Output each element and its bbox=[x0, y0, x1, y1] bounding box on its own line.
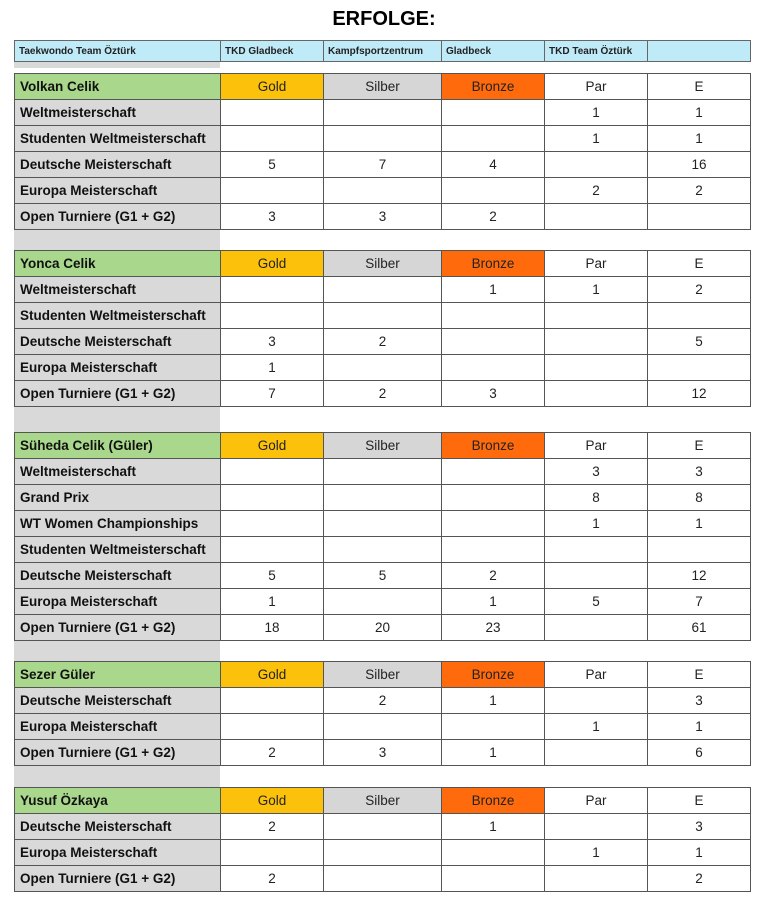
competition-label: Studenten Weltmeisterschaft bbox=[15, 537, 221, 563]
e-header: E bbox=[648, 788, 751, 814]
result-row bbox=[15, 840, 751, 866]
par-count: 5 bbox=[545, 589, 648, 615]
silver-count: 2 bbox=[324, 381, 442, 407]
gold-count: 2 bbox=[221, 740, 324, 766]
e-count: 61 bbox=[648, 615, 751, 641]
competition-label: Europa Meisterschaft bbox=[15, 714, 221, 740]
e-count: 7 bbox=[648, 589, 751, 615]
par-header: Par bbox=[545, 662, 648, 688]
par-count bbox=[545, 814, 648, 840]
athlete-table bbox=[14, 787, 751, 892]
gold-count bbox=[221, 459, 324, 485]
e-count: 12 bbox=[648, 381, 751, 407]
silver-header: Silber bbox=[324, 788, 442, 814]
spacer-strip bbox=[14, 766, 220, 787]
bronze-header: Bronze bbox=[442, 662, 545, 688]
spacer-strip bbox=[14, 230, 220, 250]
result-row bbox=[15, 381, 751, 407]
competition-label: Weltmeisterschaft bbox=[15, 459, 221, 485]
silver-count bbox=[324, 840, 442, 866]
result-row bbox=[15, 355, 751, 381]
header-cell-gladbeck: Gladbeck bbox=[442, 41, 545, 62]
par-count: 3 bbox=[545, 459, 648, 485]
competition-label: Open Turniere (G1 + G2) bbox=[15, 381, 221, 407]
silver-count bbox=[324, 511, 442, 537]
result-row bbox=[15, 589, 751, 615]
par-count: 1 bbox=[545, 277, 648, 303]
gold-header: Gold bbox=[221, 662, 324, 688]
e-count: 8 bbox=[648, 485, 751, 511]
bronze-count: 1 bbox=[442, 589, 545, 615]
bronze-header: Bronze bbox=[442, 788, 545, 814]
silver-count: 3 bbox=[324, 740, 442, 766]
header-cell-kampfsportzentrum: Kampfsportzentrum bbox=[324, 41, 442, 62]
gold-count bbox=[221, 126, 324, 152]
gold-count: 5 bbox=[221, 152, 324, 178]
gold-count: 2 bbox=[221, 814, 324, 840]
bronze-count bbox=[442, 303, 545, 329]
result-row bbox=[15, 740, 751, 766]
competition-label: Deutsche Meisterschaft bbox=[15, 814, 221, 840]
silver-count bbox=[324, 178, 442, 204]
par-count bbox=[545, 355, 648, 381]
result-row bbox=[15, 126, 751, 152]
bronze-count: 1 bbox=[442, 740, 545, 766]
bronze-count bbox=[442, 840, 545, 866]
bronze-count bbox=[442, 485, 545, 511]
athlete-name: Süheda Celik (Güler) bbox=[15, 433, 221, 459]
silver-count bbox=[324, 459, 442, 485]
result-row bbox=[15, 459, 751, 485]
par-count: 1 bbox=[545, 714, 648, 740]
par-count bbox=[545, 563, 648, 589]
bronze-count: 4 bbox=[442, 152, 545, 178]
header-cell-tkd-team-ozturk: TKD Team Öztürk bbox=[545, 41, 648, 62]
silver-count: 7 bbox=[324, 152, 442, 178]
e-count: 2 bbox=[648, 277, 751, 303]
athlete-table bbox=[14, 73, 751, 230]
gold-count bbox=[221, 303, 324, 329]
header-row bbox=[15, 41, 751, 62]
silver-header: Silber bbox=[324, 74, 442, 100]
par-count: 1 bbox=[545, 100, 648, 126]
silver-count bbox=[324, 303, 442, 329]
result-row bbox=[15, 615, 751, 641]
competition-label: Open Turniere (G1 + G2) bbox=[15, 615, 221, 641]
competition-label: Deutsche Meisterschaft bbox=[15, 688, 221, 714]
athlete-name: Yonca Celik bbox=[15, 251, 221, 277]
athlete-table bbox=[14, 661, 751, 766]
par-count bbox=[545, 303, 648, 329]
gold-count: 1 bbox=[221, 589, 324, 615]
e-count: 1 bbox=[648, 840, 751, 866]
gold-count bbox=[221, 511, 324, 537]
competition-label: Deutsche Meisterschaft bbox=[15, 563, 221, 589]
bronze-header: Bronze bbox=[442, 433, 545, 459]
e-count: 3 bbox=[648, 688, 751, 714]
gold-header: Gold bbox=[221, 251, 324, 277]
competition-label: Europa Meisterschaft bbox=[15, 178, 221, 204]
e-count: 2 bbox=[648, 178, 751, 204]
silver-count: 2 bbox=[324, 329, 442, 355]
gold-count bbox=[221, 277, 324, 303]
athlete-table bbox=[14, 432, 751, 641]
par-count bbox=[545, 329, 648, 355]
spacer-strip bbox=[14, 641, 220, 661]
gold-count: 2 bbox=[221, 866, 324, 892]
bronze-count: 1 bbox=[442, 814, 545, 840]
competition-label: Open Turniere (G1 + G2) bbox=[15, 866, 221, 892]
par-header: Par bbox=[545, 74, 648, 100]
bronze-count bbox=[442, 511, 545, 537]
bronze-count: 1 bbox=[442, 688, 545, 714]
bronze-count bbox=[442, 126, 545, 152]
result-row bbox=[15, 511, 751, 537]
e-header: E bbox=[648, 74, 751, 100]
par-header: Par bbox=[545, 433, 648, 459]
gold-count bbox=[221, 178, 324, 204]
result-row bbox=[15, 688, 751, 714]
athlete-name: Yusuf Özkaya bbox=[15, 788, 221, 814]
e-count bbox=[648, 355, 751, 381]
e-header: E bbox=[648, 662, 751, 688]
e-count: 1 bbox=[648, 126, 751, 152]
competition-label: Deutsche Meisterschaft bbox=[15, 152, 221, 178]
silver-count bbox=[324, 126, 442, 152]
silver-count bbox=[324, 537, 442, 563]
result-row bbox=[15, 152, 751, 178]
par-count bbox=[545, 615, 648, 641]
e-header: E bbox=[648, 251, 751, 277]
silver-count bbox=[324, 866, 442, 892]
silver-count: 3 bbox=[324, 204, 442, 230]
bronze-count bbox=[442, 866, 545, 892]
silver-count: 20 bbox=[324, 615, 442, 641]
bronze-count: 23 bbox=[442, 615, 545, 641]
silver-header: Silber bbox=[324, 251, 442, 277]
silver-header: Silber bbox=[324, 433, 442, 459]
gold-count: 18 bbox=[221, 615, 324, 641]
competition-label: Europa Meisterschaft bbox=[15, 589, 221, 615]
e-count: 2 bbox=[648, 866, 751, 892]
bronze-header: Bronze bbox=[442, 251, 545, 277]
result-row bbox=[15, 329, 751, 355]
result-row bbox=[15, 277, 751, 303]
gold-count: 3 bbox=[221, 329, 324, 355]
e-count: 6 bbox=[648, 740, 751, 766]
bronze-header: Bronze bbox=[442, 74, 545, 100]
e-count bbox=[648, 303, 751, 329]
competition-label: Deutsche Meisterschaft bbox=[15, 329, 221, 355]
bronze-count: 2 bbox=[442, 204, 545, 230]
result-row bbox=[15, 303, 751, 329]
competition-label: WT Women Championships bbox=[15, 511, 221, 537]
gold-count bbox=[221, 714, 324, 740]
par-count: 1 bbox=[545, 840, 648, 866]
athlete-name-row bbox=[15, 433, 751, 459]
par-count bbox=[545, 866, 648, 892]
bronze-count: 2 bbox=[442, 563, 545, 589]
spacer-strip bbox=[14, 62, 220, 68]
silver-count bbox=[324, 814, 442, 840]
bronze-count bbox=[442, 178, 545, 204]
e-count: 1 bbox=[648, 714, 751, 740]
result-row bbox=[15, 204, 751, 230]
e-header: E bbox=[648, 433, 751, 459]
e-count bbox=[648, 204, 751, 230]
page-title: ERFOLGE: bbox=[332, 8, 436, 30]
e-count: 3 bbox=[648, 814, 751, 840]
spacer-strip bbox=[14, 407, 220, 432]
athlete-name: Sezer Güler bbox=[15, 662, 221, 688]
e-count: 1 bbox=[648, 511, 751, 537]
bronze-count: 3 bbox=[442, 381, 545, 407]
silver-count bbox=[324, 277, 442, 303]
athlete-table bbox=[14, 250, 751, 407]
gold-count: 3 bbox=[221, 204, 324, 230]
gold-header: Gold bbox=[221, 433, 324, 459]
silver-count bbox=[324, 714, 442, 740]
e-count: 5 bbox=[648, 329, 751, 355]
bronze-count bbox=[442, 355, 545, 381]
gold-count: 7 bbox=[221, 381, 324, 407]
gold-count bbox=[221, 688, 324, 714]
par-count: 1 bbox=[545, 126, 648, 152]
header-cell-empty bbox=[648, 41, 751, 62]
silver-header: Silber bbox=[324, 662, 442, 688]
result-row bbox=[15, 563, 751, 589]
result-row bbox=[15, 714, 751, 740]
result-row bbox=[15, 814, 751, 840]
competition-label: Weltmeisterschaft bbox=[15, 100, 221, 126]
bronze-count bbox=[442, 329, 545, 355]
gold-count bbox=[221, 537, 324, 563]
silver-count bbox=[324, 485, 442, 511]
result-row bbox=[15, 178, 751, 204]
gold-count: 1 bbox=[221, 355, 324, 381]
silver-count: 2 bbox=[324, 688, 442, 714]
competition-label: Grand Prix bbox=[15, 485, 221, 511]
e-count bbox=[648, 537, 751, 563]
gold-count bbox=[221, 840, 324, 866]
competition-label: Studenten Weltmeisterschaft bbox=[15, 126, 221, 152]
bronze-count bbox=[442, 537, 545, 563]
bronze-count bbox=[442, 714, 545, 740]
par-count bbox=[545, 688, 648, 714]
e-count: 16 bbox=[648, 152, 751, 178]
par-count bbox=[545, 204, 648, 230]
gold-header: Gold bbox=[221, 788, 324, 814]
result-row bbox=[15, 485, 751, 511]
par-count bbox=[545, 381, 648, 407]
gold-count bbox=[221, 485, 324, 511]
par-count: 8 bbox=[545, 485, 648, 511]
par-count: 2 bbox=[545, 178, 648, 204]
header-table bbox=[14, 40, 751, 62]
athlete-name-row bbox=[15, 788, 751, 814]
par-count bbox=[545, 740, 648, 766]
header-cell-team: Taekwondo Team Öztürk bbox=[15, 41, 221, 62]
competition-label: Europa Meisterschaft bbox=[15, 355, 221, 381]
bronze-count bbox=[442, 459, 545, 485]
athlete-name-row bbox=[15, 662, 751, 688]
result-row bbox=[15, 100, 751, 126]
e-count: 3 bbox=[648, 459, 751, 485]
par-count bbox=[545, 152, 648, 178]
competition-label: Open Turniere (G1 + G2) bbox=[15, 204, 221, 230]
e-count: 12 bbox=[648, 563, 751, 589]
competition-label: Weltmeisterschaft bbox=[15, 277, 221, 303]
athlete-name-row bbox=[15, 74, 751, 100]
competition-label: Studenten Weltmeisterschaft bbox=[15, 303, 221, 329]
gold-header: Gold bbox=[221, 74, 324, 100]
result-row bbox=[15, 866, 751, 892]
competition-label: Open Turniere (G1 + G2) bbox=[15, 740, 221, 766]
par-header: Par bbox=[545, 788, 648, 814]
silver-count bbox=[324, 589, 442, 615]
e-count: 1 bbox=[648, 100, 751, 126]
header-cell-tkd-gladbeck: TKD Gladbeck bbox=[221, 41, 324, 62]
bronze-count bbox=[442, 100, 545, 126]
athlete-name: Volkan Celik bbox=[15, 74, 221, 100]
gold-count bbox=[221, 100, 324, 126]
silver-count bbox=[324, 355, 442, 381]
gold-count: 5 bbox=[221, 563, 324, 589]
athlete-name-row bbox=[15, 251, 751, 277]
par-count: 1 bbox=[545, 511, 648, 537]
silver-count bbox=[324, 100, 442, 126]
par-header: Par bbox=[545, 251, 648, 277]
bronze-count: 1 bbox=[442, 277, 545, 303]
result-row bbox=[15, 537, 751, 563]
par-count bbox=[545, 537, 648, 563]
silver-count: 5 bbox=[324, 563, 442, 589]
competition-label: Europa Meisterschaft bbox=[15, 840, 221, 866]
